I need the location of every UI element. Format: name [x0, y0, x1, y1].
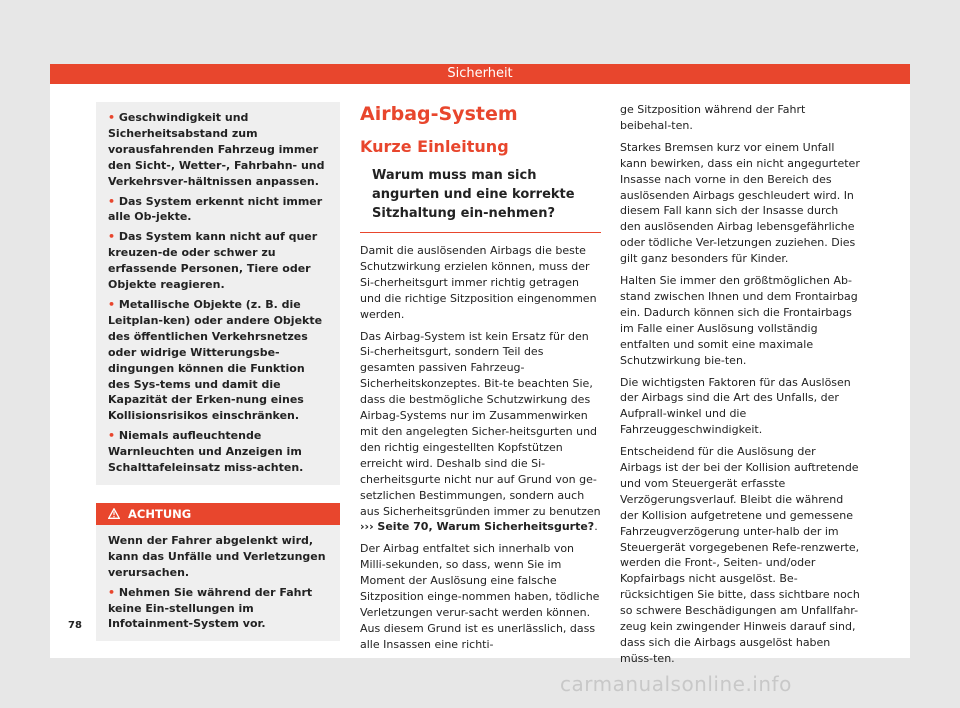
paragraph: Damit die auslösenden Airbags die beste Schutzwirkung erzielen können, muss der Si-cherheitsgurt immer richtig getragen und die richtige Sitzposition eingenommen werden. — [360, 244, 597, 321]
section-header: Sicherheit — [50, 64, 910, 84]
paragraph: Halten Sie immer den größtmöglichen Ab-stand zwischen Ihnen und dem Frontairbag ein. Dadurch können sich die Frontairbags im Falle einer Auslösung vollständig entfalten und somit eine maximale Schutzwirkung bie-ten. — [620, 274, 858, 367]
bullet-dot-icon: • — [108, 297, 116, 311]
notes-box — [96, 102, 340, 485]
right-column — [620, 102, 860, 673]
warning-bullet: • Nehmen Sie während der Fahrt keine Ein-stellungen im Infotainment-System vor. — [108, 585, 313, 631]
bullet-dot-icon: • — [108, 585, 116, 599]
watermark: carmanualsonline.info — [560, 672, 792, 696]
left-column — [96, 102, 340, 641]
paragraph: Entscheidend für die Auslösung der Airbags ist der bei der Kollision auftretende und vom Steuergerät erfasste Verzögerungsverlauf. Bleibt die während der Kollision aufgetretene und gemessene Fahrzeugverzögerung unter-halb der im Steuergerät vorgegebenen Refe-renzwerte, werden die Front-, Seiten- und/oder Kopfairbags nicht ausgelöst. Be-rücksichtigen Sie bitte, dass sichtbare noch so schwere Beschädigungen am Unfallfahr-zeug kein zwingender Hinweis darauf sind, dass sich die Airbags ausgelöst haben müss-ten. — [620, 445, 860, 665]
bullet-item: • Geschwindigkeit und Sicherheitsabstand zum vorausfahrenden Fahrzeug immer den Sicht-, Wetter-, Fahrbahn- und Verkehrsver-hältnissen anpassen. — [108, 111, 325, 188]
warning-intro: Wenn der Fahrer abgelenkt wird, kann das Unfälle und Verletzungen verursachen. — [108, 533, 326, 579]
bullet-dot-icon: • — [108, 429, 116, 443]
bullet-dot-icon: • — [108, 111, 116, 124]
page-number: 78 — [68, 620, 82, 631]
warning-box — [96, 503, 340, 641]
middle-column — [360, 102, 601, 659]
question-heading: Warum muss man sich angurten und eine korrekte Sitzhaltung ein-nehmen? — [360, 166, 601, 233]
bullet-dot-icon: • — [108, 230, 116, 244]
warning-body — [96, 525, 340, 641]
section-subtitle: Kurze Einleitung — [360, 137, 509, 156]
bullet-item: • Das System kann nicht auf quer kreuzen-de oder schwer zu erfassende Personen, Tiere oder Objekte reagieren. — [108, 230, 318, 292]
bullet-item: • Das System erkennt nicht immer alle Ob-jekte. — [108, 194, 323, 224]
paragraph: Der Airbag entfaltet sich innerhalb von Milli-sekunden, so dass, wenn Sie im Moment der Auslösung eine falsche Sitzposition einge-nommen haben, tödliche Verletzungen verur-sacht werden können. Aus diesem Grund ist es unerlässlich, dass alle Insassen eine richti- — [360, 542, 600, 651]
paragraph: Die wichtigsten Faktoren für das Auslösen der Airbags sind die Art des Unfalls, der Aufprall-winkel und die Fahrzeuggeschwindigkeit. — [620, 375, 851, 437]
paragraph: Starkes Bremsen kurz vor einem Unfall kann bewirken, dass ein nicht angegurteter Insasse nach vorne in den Bereich des auslösenden Airbags geschleudert wird. In diesem Fall kann sich der Insasse durch den auslösenden Airbag lebensgefährliche oder tödliche Ver-letzungen zuziehen. Dies gilt ganz besonders für Kinder. — [620, 140, 860, 266]
warning-triangle-icon — [108, 507, 124, 521]
bullet-dot-icon: • — [108, 194, 116, 208]
page-reference-link[interactable]: ››› Seite 70, Warum Sicherheitsgurte? — [360, 520, 595, 534]
bullet-item: • Metallische Objekte (z. B. die Leitplan-ken) oder andere Objekte des öffentlichen Verkehrsnetzes oder widrige Witterungsbe-dingungen können die Funktion des Sys-tems und damit die Kapazität der Erken-nung eines Kollisionsrisikos einschränken. — [108, 297, 323, 423]
bullet-item: • Niemals aufleuchtende Warnleuchten und Anzeigen im Schalttafeleinsatz miss-achten. — [108, 429, 304, 475]
warning-heading: ACHTUNG — [128, 506, 192, 521]
paragraph: Das Airbag-System ist kein Ersatz für den Si-cherheitsgurt, sondern Teil des gesamten passiven Fahrzeug-Sicherheitskonzeptes. Bit-te beachten Sie, dass die bestmögliche Schutzwirkung des Airbag-Systems nur im Zusammenwirken mit den angelegten Sicher-heitsgurten und den richtig eingestellten Kopfstützen erreicht wird. Deshalb sind die Si-cherheitsgurte nicht nur auf Grund von ge-setzlichen Bestimmungen, sondern auch aus Sicherheitsgründen immer zu benutzen ››› Seite 70, Warum Sicherheitsgurte?. — [360, 329, 601, 534]
paragraph: ge Sitzposition während der Fahrt beibehal-ten. — [620, 103, 806, 132]
page-title: Airbag-System — [360, 103, 518, 125]
warning-header — [96, 503, 340, 525]
